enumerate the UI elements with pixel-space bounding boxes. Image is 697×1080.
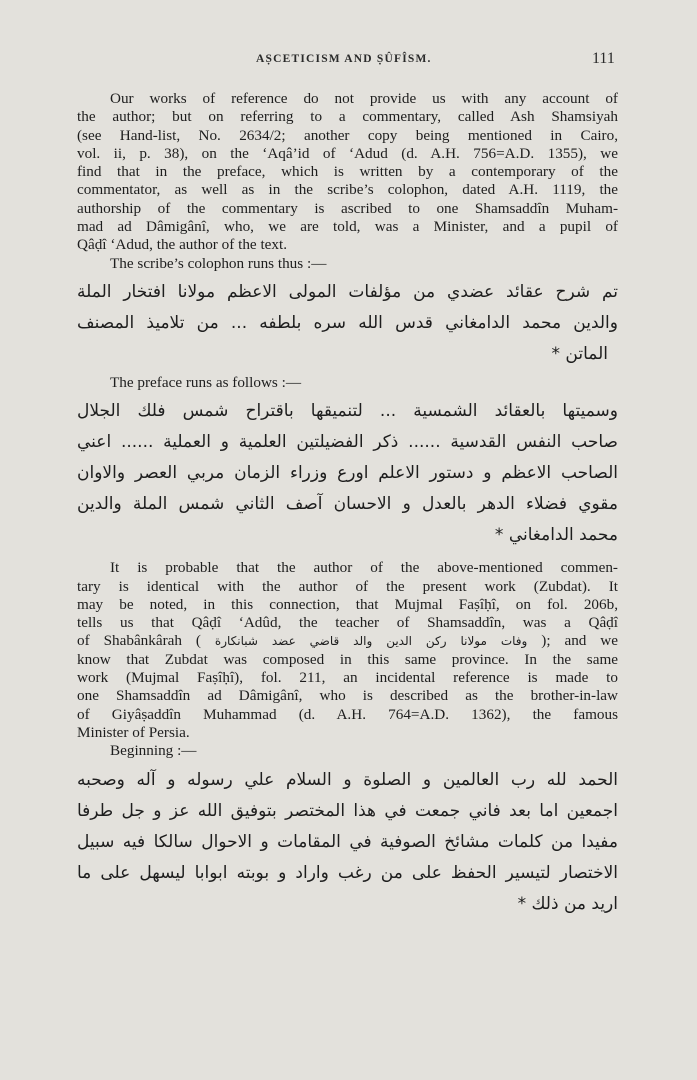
arabic-line: محمد الدامغاني * <box>494 525 618 546</box>
text-fragment: ); and we <box>541 632 618 650</box>
page-body <box>77 90 618 920</box>
arabic-line: الحمد لله رب العالمين و الصلوة و السلام علي رسوله و آله وصحبه <box>77 769 618 790</box>
text-line: one Shamsaddîn ad Dâmigânî, who is described as the brother-in-law <box>77 687 618 705</box>
arabic-line: صاحب النفس القدسية ...... ذكر الفضيلتين العلمية و العملية ...... اعني <box>77 432 618 453</box>
paragraph-probable-author <box>77 559 618 742</box>
arabic-line: مفيدا من كلمات مشائخ الصوفية في المقامات و الاحوال سالكا فيه سبيل <box>77 831 618 852</box>
colophon-intro: The scribe’s colophon runs thus :— <box>110 254 327 272</box>
inline-arabic: وفات مولانا ركن الدين والد قاضي عضد شبانكارة <box>214 634 528 649</box>
beginning-intro: Beginning :— <box>110 742 197 760</box>
preface-intro: The preface runs as follows :— <box>110 373 302 391</box>
text-line: vol. ii, p. 38), on the ‘Aqâ’id of ‘Adud (d. A.H. 756=A.D. 1355), we <box>77 144 618 162</box>
text-line: tells us that Qâḍî ‘Adûd, the teacher of Shamsaddîn, was a Qâḍî <box>77 614 618 632</box>
arabic-line: مقوي فضلاء الدهر بالعدل و الاحسان آصف الثاني شمس الملة والدين <box>77 494 618 515</box>
text-line: mad ad Dâmigânî, who, we are told, was a Minister, and a pupil of <box>77 218 618 236</box>
arabic-line: الماتن * <box>551 343 608 364</box>
running-title: AṢCETICISM AND ṢÛFÎSM. <box>256 53 432 65</box>
text-line: may be noted, in this connection, that Mujmal Faṣîḥî, on fol. 206b, <box>77 595 618 613</box>
colophon-arabic <box>77 277 618 370</box>
text-line: know that Zubdat was composed in this same province. In the same <box>77 650 618 668</box>
arabic-line: وسميتها بالعقائد الشمسية ... لتنميقها باقتراح شمس فلك الجلال <box>77 401 618 422</box>
beginning-arabic <box>77 765 618 920</box>
text-fragment: of Shabânkârah ( <box>77 632 201 650</box>
text-line: It is probable that the author of the above-mentioned commen- <box>110 559 618 577</box>
arabic-line: اريد من ذلك * <box>517 893 618 914</box>
text-line-with-arabic <box>77 632 618 650</box>
text-line: work (Mujmal Faṣîḥî), fol. 211, an incidental reference is made to <box>77 669 618 687</box>
text-line: of Giyâṣaddîn Muhammad (d. A.H. 764=A.D. 1362), the famous <box>77 705 618 723</box>
arabic-line: الصاحب الاعظم و دستور الاعلم اورع وزراء الزمان مربي العصر والاوان <box>77 463 618 484</box>
arabic-line: والدين محمد الدامغاني قدس الله سره بلطفه ... من تلاميذ المصنف <box>77 312 618 333</box>
page-number: 111 <box>592 50 615 67</box>
arabic-line: تم شرح عقائد عضدي من مؤلفات المولى الاعظم مولانا افتخار الملة <box>77 281 618 302</box>
paragraph-author-commentary <box>77 90 618 255</box>
text-line: Minister of Persia. <box>77 723 190 741</box>
text-line: commentator, as well as in the scribe’s colophon, dated A.H. 1119, the <box>77 181 618 199</box>
page-header <box>0 50 697 70</box>
text-line: find that in the preface, which is written by a contemporary of the <box>77 163 618 181</box>
text-line: the author; but on referring to a commentary, called Ash Shamsiyah <box>77 108 618 126</box>
arabic-line: الاختصار لتيسير الحفظ على من رغب واراد و بوبته ابوابا ليسهل على ما <box>77 862 618 883</box>
text-line: tary is identical with the author of the present work (Zubdat). It <box>77 577 618 595</box>
text-line: (see Hand-list, No. 2634/2; another copy being mentioned in Cairo, <box>77 126 618 144</box>
arabic-line: اجمعين اما بعد فاني جمعت في هذا المختصر بتوفيق الله عز و جل طرفا <box>77 800 618 821</box>
preface-arabic <box>77 396 618 551</box>
text-line: authorship of the commentary is ascribed to one Shamsaddîn Muham- <box>77 199 618 217</box>
text-line: Our works of reference do not provide us with any account of <box>110 90 618 107</box>
text-line: Qâḍî ‘Adud, the author of the text. <box>77 236 288 254</box>
